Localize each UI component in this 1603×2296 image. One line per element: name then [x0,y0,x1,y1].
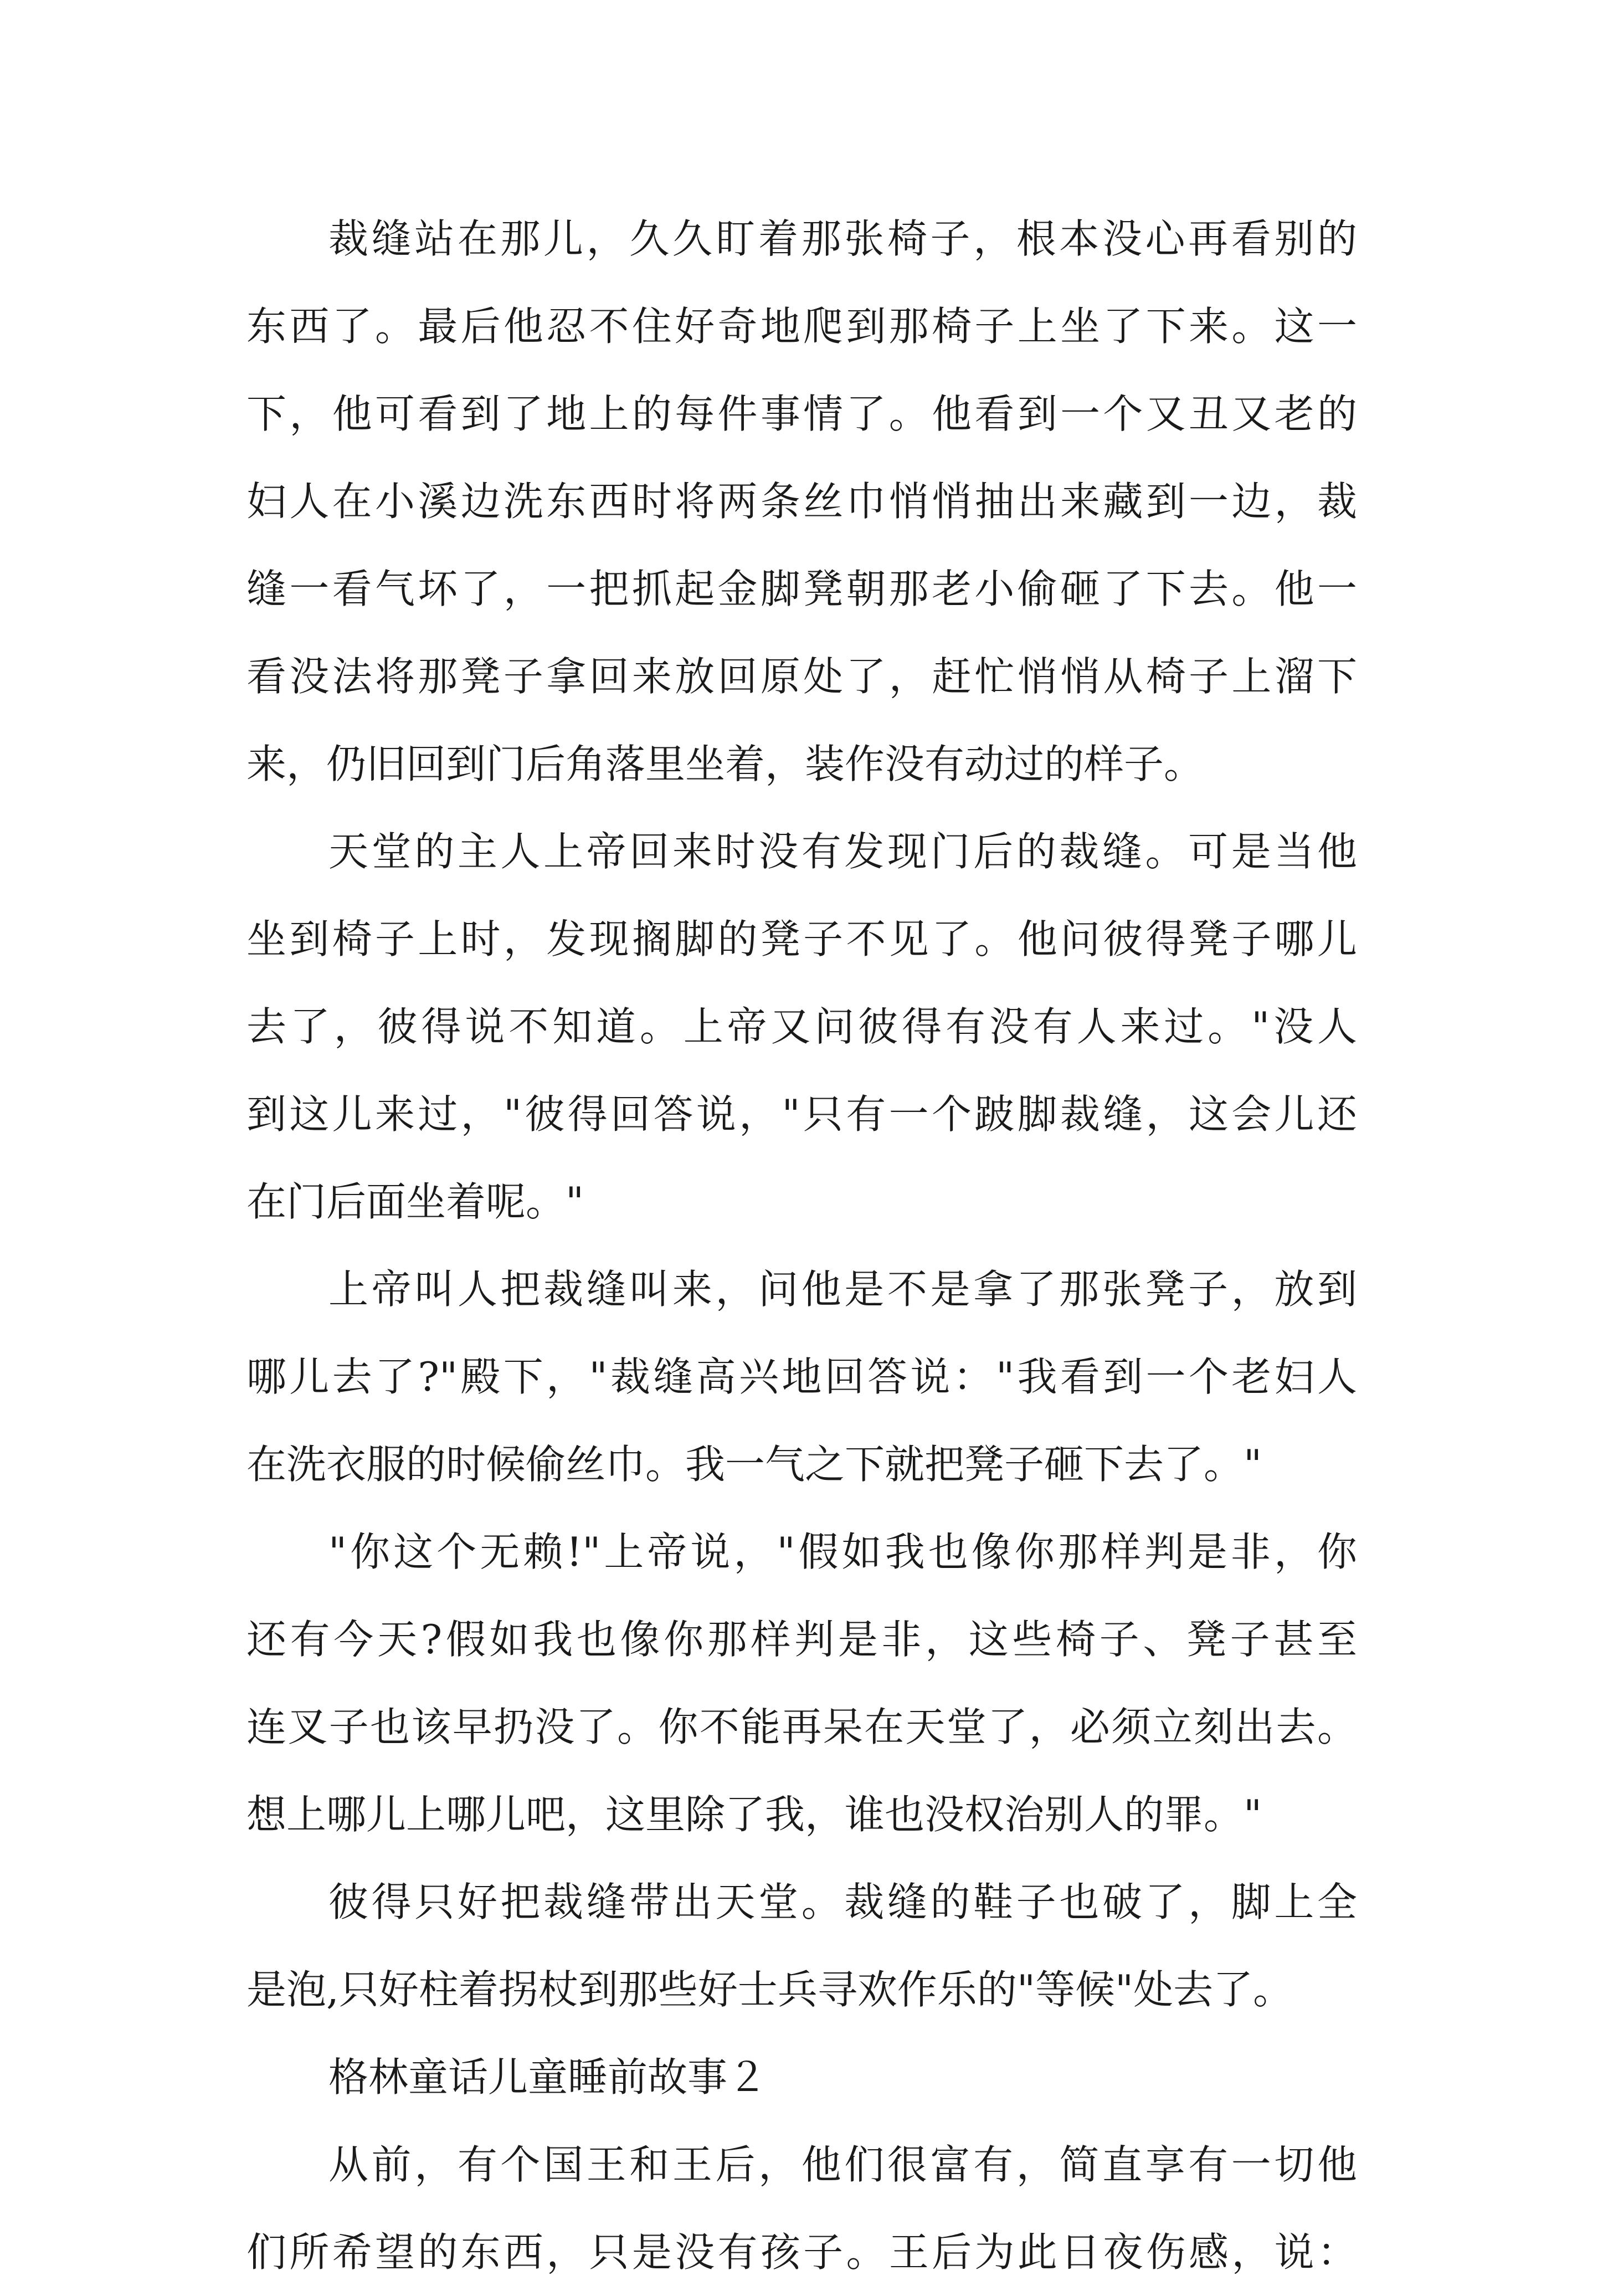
paragraph-2-line-4: 到这儿来过，"彼得回答说，"只有一个跛脚裁缝，这会儿还 [246,1091,1357,1137]
paragraph-3-line-1: 上帝叫人把裁缝叫来，问他是不是拿了那张凳子，放到 [328,1266,1357,1313]
paragraph-1-line-6: 看没法将那凳子拿回来放回原处了，赶忙悄悄从椅子上溜下 [246,653,1357,700]
paragraph-7-line-1: 从前，有个国王和王后，他们很富有，简直享有一切他 [328,2141,1357,2188]
paragraph-2-line-3: 去了，彼得说不知道。上帝又问彼得有没有人来过。"没人 [246,1003,1357,1050]
paragraph-4-line-3: 连叉子也该早扔没了。你不能再呆在天堂了，必须立刻出去。 [246,1704,1357,1750]
paragraph-4-line-4: 想上哪儿上哪儿吧，这里除了我，谁也没权治别人的罪。" [246,1791,1262,1838]
paragraph-1-line-1: 裁缝站在那儿，久久盯着那张椅子，根本没心再看别的 [328,216,1357,262]
paragraph-7-line-2: 们所希望的东西，只是没有孩子。王后为此日夜伤感，说： [246,2229,1357,2276]
paragraph-2-line-2: 坐到椅子上时，发现搁脚的凳子不见了。他问彼得凳子哪儿 [246,916,1357,962]
paragraph-1-line-7: 来，仍旧回到门后角落里坐着，装作没有动过的样子。 [246,741,1204,787]
paragraph-1-line-4: 妇人在小溪边洗东西时将两条丝巾悄悄抽出来藏到一边，裁 [246,478,1357,525]
paragraph-4-line-2: 还有今天?假如我也像你那样判是非，这些椅子、凳子甚至 [246,1616,1357,1663]
section-heading: 格林童话儿童睡前故事２ [328,2054,768,2100]
paragraph-1-line-2: 东西了。最后他忍不住好奇地爬到那椅子上坐了下来。这一 [246,303,1357,350]
paragraph-1-line-5: 缝一看气坏了，一把抓起金脚凳朝那老小偷砸了下去。他一 [246,566,1357,612]
paragraph-5-line-2: 是泡,只好柱着拐杖到那些好士兵寻欢作乐的"等候"处去了。 [246,1966,1293,2013]
paragraph-1-line-3: 下，他可看到了地上的每件事情了。他看到一个又丑又老的 [246,391,1357,437]
paragraph-4-line-1: "你这个无赖!"上帝说，"假如我也像你那样判是非，你 [328,1529,1357,1575]
document-body [246,195,1357,2296]
paragraph-2-line-1: 天堂的主人上帝回来时没有发现门后的裁缝。可是当他 [328,828,1357,875]
paragraph-5-line-1: 彼得只好把裁缝带出天堂。裁缝的鞋子也破了，脚上全 [328,1879,1357,1925]
paragraph-3-line-3: 在洗衣服的时候偷丝巾。我一气之下就把凳子砸下去了。" [246,1441,1262,1488]
paragraph-3-line-2: 哪儿去了?"殿下，"裁缝高兴地回答说："我看到一个老妇人 [246,1354,1357,1400]
paragraph-2-line-5: 在门后面坐着呢。" [246,1178,584,1225]
